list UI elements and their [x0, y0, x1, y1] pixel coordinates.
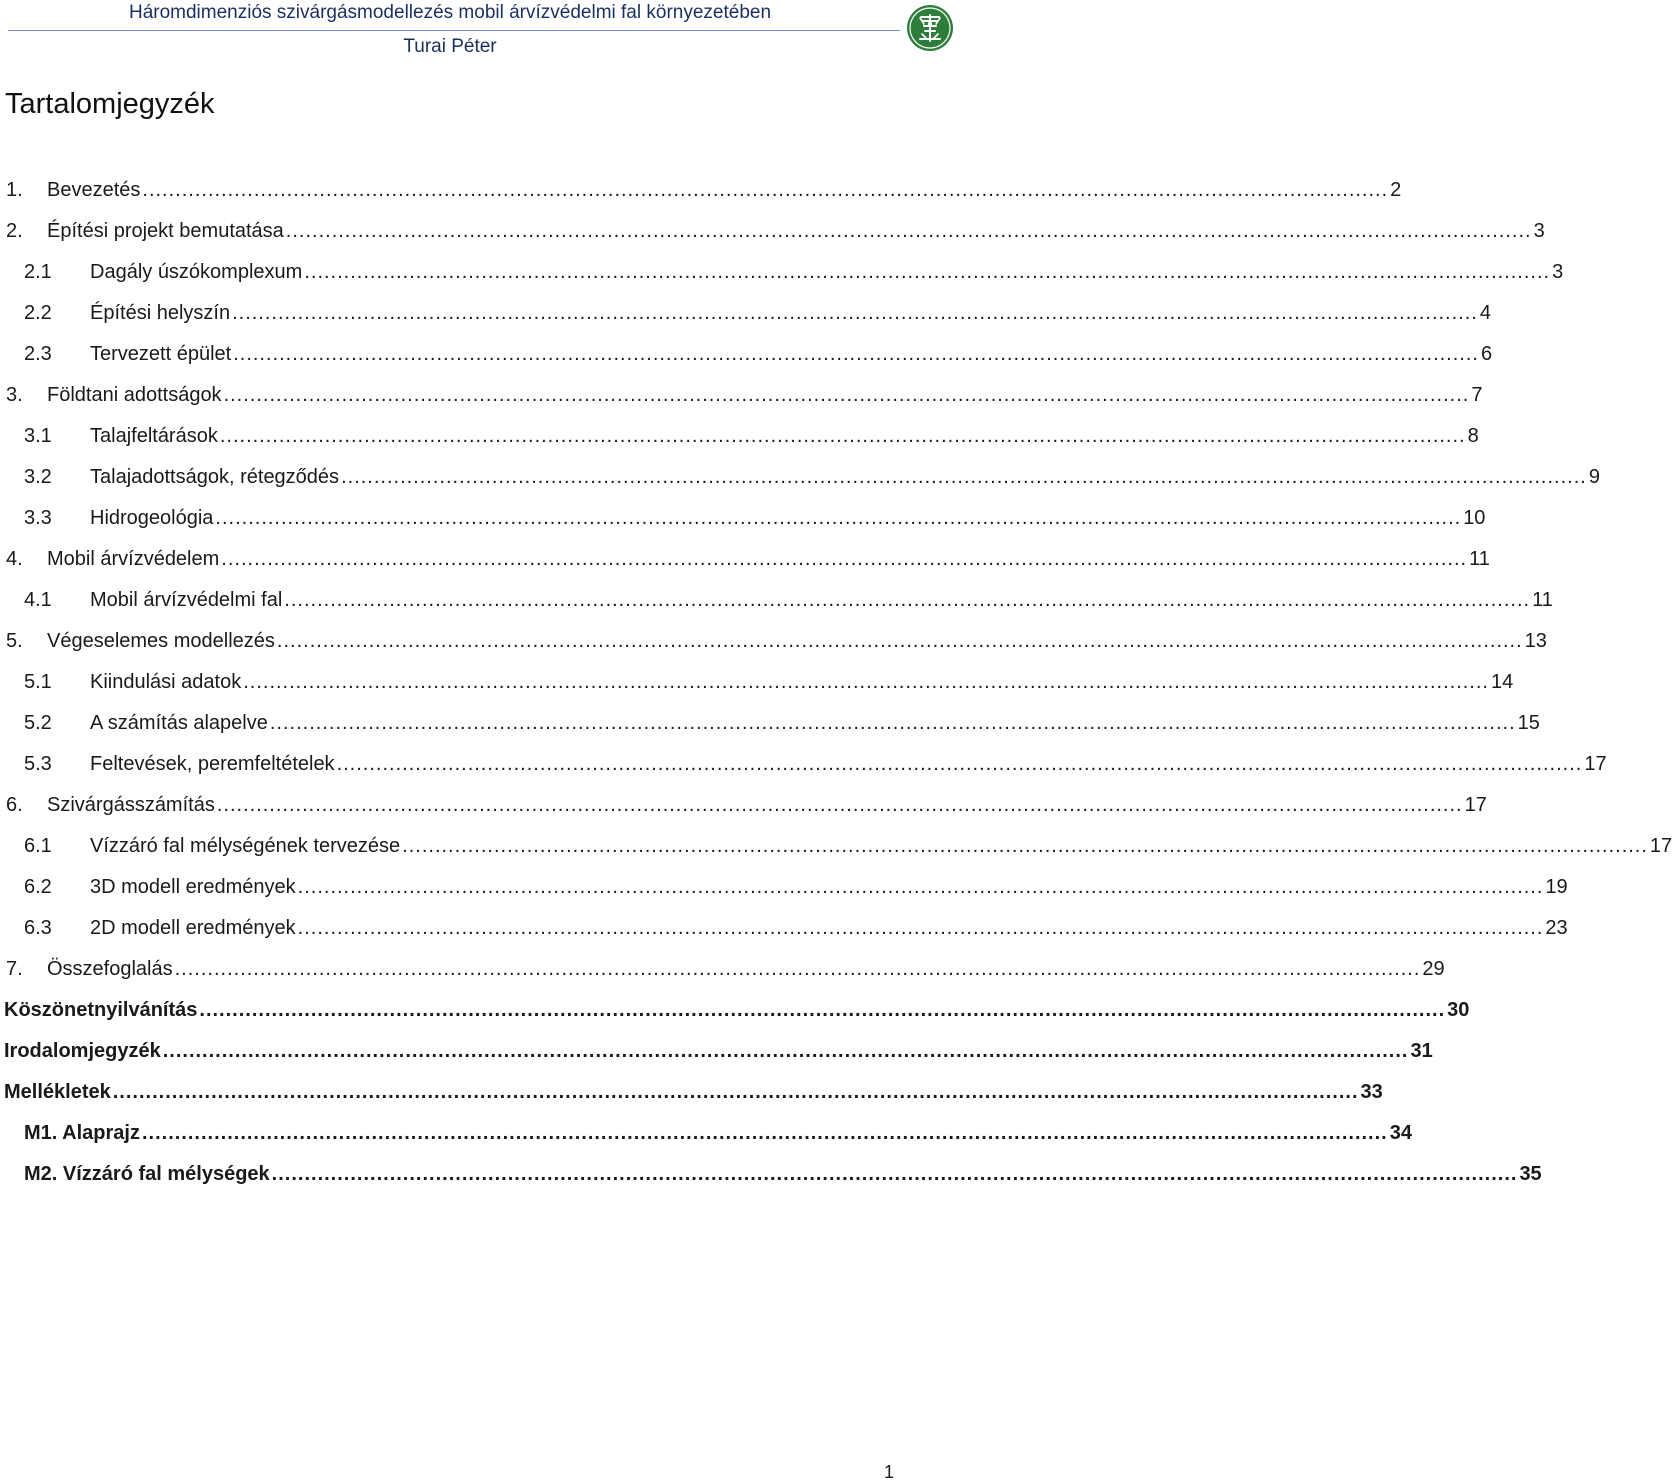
- page-number: 1: [883, 1462, 894, 1482]
- toc-entry-page: 35: [1519, 1163, 1542, 1185]
- toc-entry-number: 3.2: [24, 466, 52, 488]
- toc-entry[interactable]: [0, 1154, 1542, 1195]
- toc-entry-title: M2. Vízzáró fal mélységek: [24, 1163, 270, 1185]
- toc-entry[interactable]: [0, 1031, 1433, 1072]
- toc-dot-leader: ..............................................................................................................................................................................................: [284, 589, 1531, 611]
- toc-entry-number: 5.: [6, 630, 23, 652]
- toc-entry-page: 17: [1464, 794, 1487, 816]
- toc-entry[interactable]: [0, 375, 1483, 416]
- toc-entry-number: 2.3: [24, 343, 52, 365]
- toc-entry[interactable]: [0, 498, 1486, 539]
- toc-entry-title: Mellékletek: [4, 1081, 111, 1103]
- toc-entry[interactable]: [0, 211, 1545, 252]
- toc-entry-number: 3.: [6, 384, 23, 406]
- toc-entry[interactable]: [0, 867, 1568, 908]
- toc-entry[interactable]: [0, 293, 1491, 334]
- toc-entry[interactable]: [0, 785, 1487, 826]
- toc-dot-leader: ..............................................................................................................................................................................................: [233, 343, 1479, 365]
- toc-entry-title: Építési projekt bemutatása: [47, 220, 284, 242]
- toc-dot-leader: ..............................................................................................................................................................................................: [142, 179, 1389, 201]
- toc-dot-leader: ..............................................................................................................................................................................................: [219, 425, 1466, 447]
- toc-entry-number: 2.1: [24, 261, 52, 283]
- toc-entry-page: 29: [1422, 958, 1445, 980]
- toc-entry[interactable]: [0, 949, 1445, 990]
- toc-entry-page: 3: [1533, 220, 1545, 242]
- toc-dot-leader: ..............................................................................................................................................................................................: [297, 917, 1544, 939]
- toc-dot-leader: ..............................................................................................................................................................................................: [199, 999, 1446, 1021]
- toc-entry[interactable]: [0, 1072, 1383, 1113]
- toc-entry-number: 7.: [6, 958, 23, 980]
- document-author: Turai Péter: [403, 36, 497, 57]
- header-divider: [8, 30, 900, 31]
- toc-entry-number: 6.: [6, 794, 23, 816]
- page-header: [0, 0, 960, 70]
- toc-entry-page: 15: [1517, 712, 1540, 734]
- toc-entry-title: Hidrogeológia: [90, 507, 214, 529]
- toc-entry-title: Talajadottságok, rétegződés: [90, 466, 340, 488]
- toc-entry-title: Mobil árvízvédelem: [47, 548, 220, 570]
- toc-dot-leader: ..............................................................................................................................................................................................: [162, 1040, 1409, 1062]
- toc-dot-leader: ..............................................................................................................................................................................................: [269, 712, 1516, 734]
- toc-entry-title: M1. Alaprajz: [24, 1122, 140, 1144]
- toc-entry-page: 33: [1360, 1081, 1383, 1103]
- toc-entry-title: A számítás alapelve: [90, 712, 268, 734]
- toc-entry[interactable]: [0, 744, 1607, 785]
- toc-entry-page: 7: [1471, 384, 1483, 406]
- toc-dot-leader: ..............................................................................................................................................................................................: [112, 1081, 1359, 1103]
- toc-entry[interactable]: [0, 826, 1672, 867]
- toc-entry[interactable]: [0, 334, 1493, 375]
- toc-entry-title: Feltevések, peremfeltételek: [90, 753, 335, 775]
- toc-entry-title: Bevezetés: [47, 179, 141, 201]
- toc-entry-number: 3.3: [24, 507, 52, 529]
- toc-entry-page: 34: [1389, 1122, 1412, 1144]
- toc-entry[interactable]: [0, 908, 1568, 949]
- toc-entry-title: Irodalomjegyzék: [4, 1040, 161, 1062]
- toc-entry-page: 30: [1447, 999, 1470, 1021]
- toc-dot-leader: ..............................................................................................................................................................................................: [304, 261, 1551, 283]
- toc-dot-leader: ..............................................................................................................................................................................................: [174, 958, 1421, 980]
- toc-entry-number: 2.: [6, 220, 23, 242]
- toc-dot-leader: ..............................................................................................................................................................................................: [216, 794, 1463, 816]
- toc-entry-number: 2.2: [24, 302, 52, 324]
- toc-entry-page: 17: [1649, 835, 1672, 857]
- toc-dot-leader: ..............................................................................................................................................................................................: [341, 466, 1587, 488]
- toc-entry-title: Mobil árvízvédelmi fal: [90, 589, 283, 611]
- toc-entry-page: 11: [1469, 548, 1490, 570]
- toc-entry-page: 10: [1463, 507, 1486, 529]
- toc-dot-leader: ..............................................................................................................................................................................................: [402, 835, 1648, 857]
- toc-entry-number: 6.3: [24, 917, 52, 939]
- toc-dot-leader: ..............................................................................................................................................................................................: [297, 876, 1544, 898]
- toc-entry[interactable]: [0, 416, 1479, 457]
- toc-entry[interactable]: [0, 662, 1514, 703]
- toc-entry-page: 11: [1532, 589, 1553, 611]
- toc-entry-number: 6.1: [24, 835, 52, 857]
- document-title: Háromdimenziós szivárgásmodellezés mobil árvízvédelmi fal környezetében: [128, 2, 772, 23]
- toc-entry[interactable]: [0, 252, 1564, 293]
- toc-dot-leader: ..............................................................................................................................................................................................: [221, 548, 1468, 570]
- toc-entry-title: Köszönetnyilvánítás: [4, 999, 198, 1021]
- toc-entry-title: Szivárgásszámítás: [47, 794, 215, 816]
- toc-entry[interactable]: [0, 457, 1600, 498]
- toc-entry-title: Dagály úszókomplexum: [90, 261, 303, 283]
- toc-entry-title: 3D modell eredmények: [90, 876, 296, 898]
- toc-entry-page: 14: [1490, 671, 1514, 693]
- toc-entry-number: 4.: [6, 548, 23, 570]
- toc-entry-page: 31: [1410, 1040, 1433, 1062]
- toc-entry-number: 5.2: [24, 712, 52, 734]
- toc-dot-leader: ..............................................................................................................................................................................................: [336, 753, 1583, 775]
- toc-dot-leader: ..............................................................................................................................................................................................: [223, 384, 1470, 406]
- toc-entry[interactable]: [0, 703, 1540, 744]
- toc-entry-page: 9: [1588, 466, 1600, 488]
- toc-entry-page: 13: [1524, 630, 1547, 652]
- toc-dot-leader: ..............................................................................................................................................................................................: [141, 1122, 1388, 1144]
- toc-entry-title: Tervezett épület: [90, 343, 232, 365]
- toc-entry[interactable]: [0, 990, 1470, 1031]
- toc-entry-page: 8: [1467, 425, 1479, 447]
- toc-entry[interactable]: [0, 621, 1547, 662]
- toc-entry-title: Építési helyszín: [90, 302, 231, 324]
- toc-dot-leader: ..............................................................................................................................................................................................: [276, 630, 1523, 652]
- toc-dot-leader: ..............................................................................................................................................................................................: [215, 507, 1462, 529]
- university-crest-icon: [906, 4, 954, 52]
- toc-heading: Tartalomjegyzék: [5, 88, 215, 120]
- toc-entry-page: 3: [1552, 261, 1564, 283]
- toc-entry-number: 5.1: [24, 671, 52, 693]
- toc-entry-title: Vízzáró fal mélységének tervezése: [90, 835, 401, 857]
- toc-dot-leader: ..............................................................................................................................................................................................: [285, 220, 1532, 242]
- toc-entry-page: 23: [1545, 917, 1568, 939]
- toc-entry-title: Összefoglalás: [47, 958, 173, 980]
- toc-entry-page: 17: [1584, 753, 1607, 775]
- toc-entry-page: 19: [1545, 876, 1568, 898]
- toc-entry-page: 2: [1390, 179, 1402, 201]
- toc-entry-title: Kiindulási adatok: [90, 671, 242, 693]
- toc-entry[interactable]: [0, 170, 1402, 211]
- toc-entry-number: 3.1: [24, 425, 52, 447]
- toc-entry-title: 2D modell eredmények: [90, 917, 296, 939]
- toc-entry-number: 1.: [6, 179, 23, 201]
- toc-entry-page: 6: [1480, 343, 1493, 365]
- toc-entry[interactable]: [0, 539, 1490, 580]
- toc-dot-leader: ..............................................................................................................................................................................................: [271, 1163, 1518, 1185]
- toc-dot-leader: ..............................................................................................................................................................................................: [232, 302, 1478, 324]
- toc-entry[interactable]: [0, 1113, 1412, 1154]
- toc-entry-title: Végeselemes modellezés: [47, 630, 275, 652]
- toc-entry-title: Talajfeltárások: [90, 425, 218, 447]
- toc-entry-page: 4: [1479, 302, 1491, 324]
- toc-entry-number: 5.3: [24, 753, 52, 775]
- toc-entry-title: Földtani adottságok: [47, 384, 222, 406]
- toc-entry-number: 6.2: [24, 876, 52, 898]
- toc-dot-leader: ..............................................................................................................................................................................................: [243, 671, 1489, 693]
- toc-entry[interactable]: [0, 580, 1553, 621]
- toc-entry-number: 4.1: [24, 589, 52, 611]
